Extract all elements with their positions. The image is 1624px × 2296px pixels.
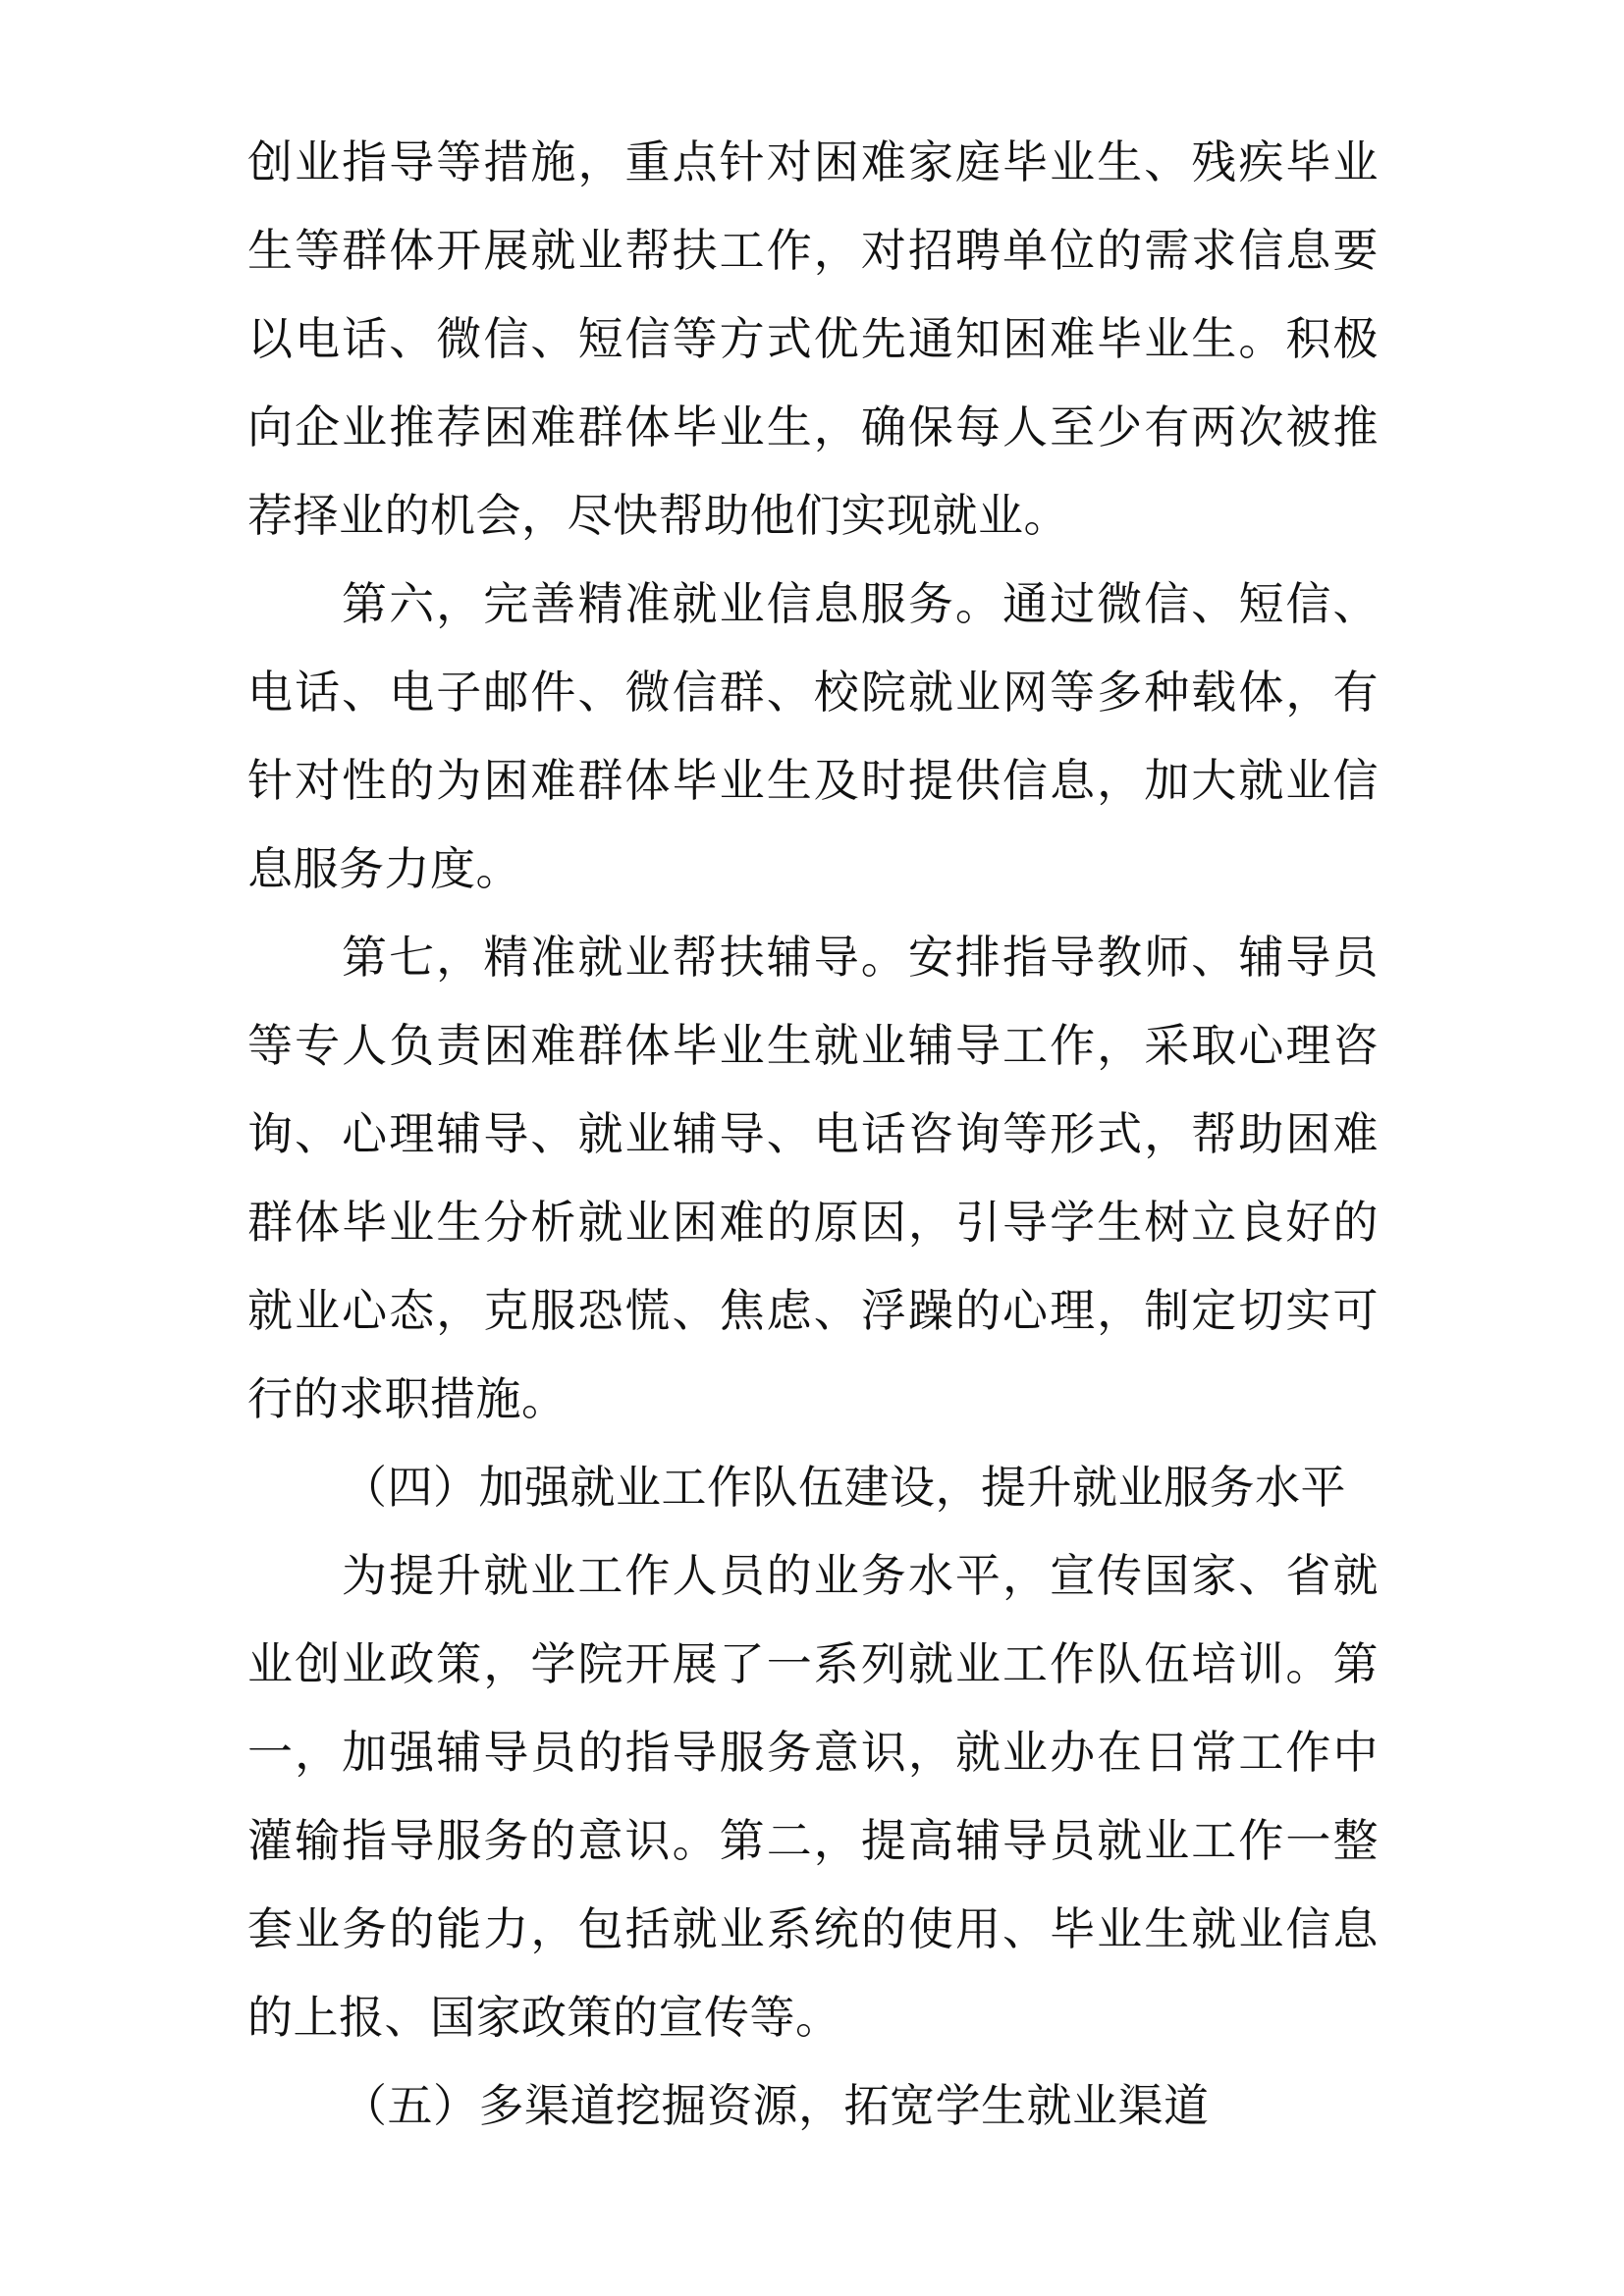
paragraph-item-seven: 第七，精准就业帮扶辅导。安排指导教师、辅导员等专人负责困难群体毕业生就业辅导工作，采取心理咨询、心理辅导、就业辅导、电话咨询等形式，帮助困难群体毕业生分析就业困难的原因，引导学生树立良好的就业心态，克服恐慌、焦虑、浮躁的心理，制定切实可行的求职措施。 — [247, 931, 1379, 1425]
document-text-column — [247, 118, 1379, 2150]
paragraph-continuation-employment-assistance: 创业指导等措施，重点针对困难家庭毕业生、残疾毕业生等群体开展就业帮扶工作，对招聘单位的需求信息要以电话、微信、短信等方式优先通知困难毕业生。积极向企业推荐困难群体毕业生，确保每人至少有两次被推荐择业的机会，尽快帮助他们实现就业。 — [247, 135, 1379, 542]
heading-section-four: （四）加强就业工作队伍建设，提升就业服务水平 — [342, 1461, 1346, 1514]
paragraph-item-six: 第六，完善精准就业信息服务。通过微信、短信、电话、电子邮件、微信群、校院就业网等多种载体，有针对性的为困难群体毕业生及时提供信息，加大就业信息服务力度。 — [247, 577, 1379, 895]
heading-section-five: （五）多渠道挖掘资源，拓宽学生就业渠道 — [342, 2079, 1210, 2132]
paragraph-section-four-body: 为提升就业工作人员的业务水平，宣传国家、省就业创业政策，学院开展了一系列就业工作队伍培训。第一，加强辅导员的指导服务意识，就业办在日常工作中灌输指导服务的意识。第二，提高辅导员就业工作一整套业务的能力，包括就业系统的使用、毕业生就业信息的上报、国家政策的宣传等。 — [247, 1549, 1379, 2044]
